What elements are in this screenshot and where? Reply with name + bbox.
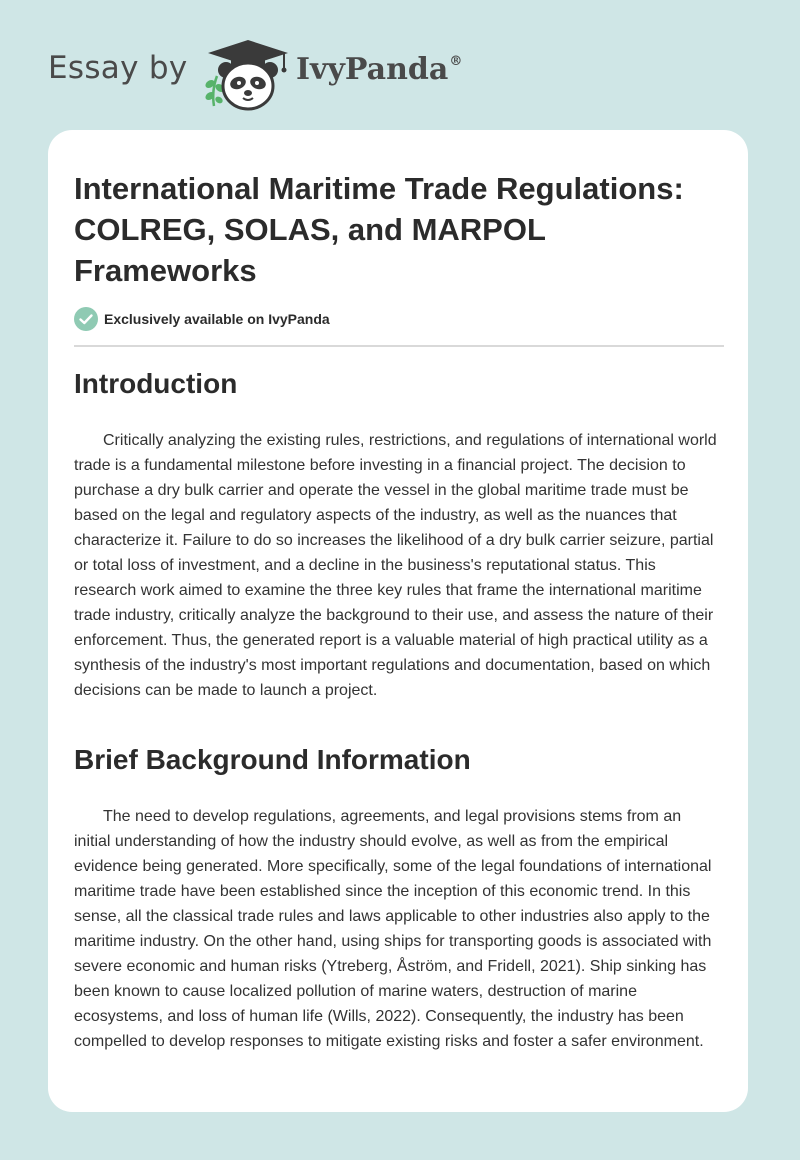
article-title: International Maritime Trade Regulations: COLREG, SOLAS, and MARPOL Frameworks xyxy=(74,171,684,288)
section-heading-background: Brief Background Information xyxy=(74,744,471,775)
exclusive-label: Exclusively available on IvyPanda xyxy=(104,311,330,327)
site-header xyxy=(0,0,800,130)
check-circle-icon xyxy=(74,307,98,331)
section-heading-introduction: Introduction xyxy=(74,368,238,399)
panda-graduate-icon[interactable] xyxy=(200,36,292,112)
background-paragraph: The need to develop regulations, agreements, and legal provisions stems from an initial understanding of how the industry should evolve, as well as from the empirical evidence being generated. More specifically, some of the legal foundations of international maritime trade have been established since the inception of this economic trend. In this sense, all the classical trade rules and laws applicable to other industries also apply to the maritime industry. On the other hand, using ships for transporting goods is associated with severe economic and human risks (Ytreberg, Åström, and Fridell, 2021). Ship sinking has been known to cause localized pollution of marine waters, destruction of marine ecosystems, and loss of human life (Wills, 2022). Consequently, the industry has been compelled to develop responses to mitigate existing risks and foster a safer environment. xyxy=(74,808,712,1050)
essay-by-label: Essay by xyxy=(48,50,188,86)
introduction-paragraph: Critically analyzing the existing rules, restrictions, and regulations of international world trade is a fundamental milestone before investing in a financial project. The decision to purchase a dry bulk carrier and operate the vessel in the global maritime trade must be based on the legal and regulatory aspects of the industry, as well as the nuances that characterize it. Failure to do so increases the likelihood of a dry bulk carrier seizure, partial or total loss of investment, and a decline in the business's reputational status. This research work aimed to examine the three key rules that frame the international maritime trade industry, critically analyze the background to their use, and assess the nature of their enforcement. Thus, the generated report is a valuable material of high practical utility as a synthesis of the industry's most important regulations and documentation, based on which decisions can be made to launch a project. xyxy=(74,432,717,699)
ivypanda-logo[interactable]: IvyPanda® xyxy=(296,52,463,87)
divider xyxy=(74,345,724,347)
article-card xyxy=(48,130,748,1112)
exclusive-badge xyxy=(74,306,330,332)
